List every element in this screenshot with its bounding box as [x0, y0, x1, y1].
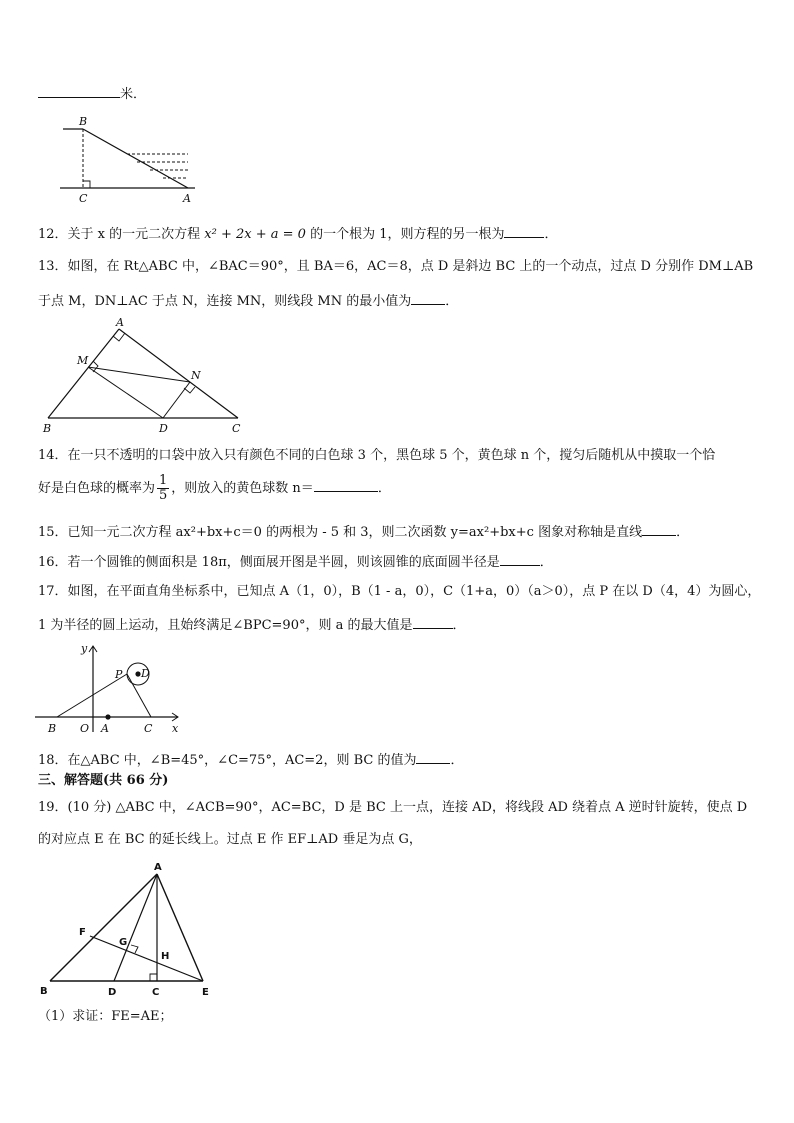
label-y: y	[81, 642, 88, 655]
q11-line	[38, 83, 146, 104]
label-e: E	[202, 987, 209, 998]
figure-q19	[35, 858, 225, 1000]
label-x: x	[172, 722, 179, 735]
label-a: A	[154, 862, 162, 873]
question-16: 16．若一个圆锥的侧面积是 18π，侧面展开图是半圆，则该圆锥的底面圆半径是 ．	[38, 551, 553, 572]
question-14-line1: 14．在一只不透明的口袋中放入只有颜色不同的白色球 3 个，黑色球 5 个，黄色球 n 个，搅匀后随机从中摸取一个恰	[38, 448, 716, 463]
figure-q11	[55, 112, 205, 207]
q12-equation: x² + 2x + a = 0	[204, 227, 306, 242]
label-c: C	[79, 192, 88, 205]
label-c: C	[232, 422, 241, 435]
label-a: A	[101, 722, 109, 735]
label-b: B	[40, 986, 48, 997]
label-m: M	[77, 354, 89, 367]
label-p: P	[115, 668, 123, 681]
question-18: 18．在△ABC 中，∠B=45°，∠C=75°，AC=2，则 BC 的值为 ．	[38, 749, 463, 770]
question-15: 15．已知一元二次方程 ax²+bx+c＝0 的两根为 - 5 和 3，则二次函数 y=ax²+bx+c 图象对称轴是直线 ．	[38, 521, 689, 542]
figure-q17	[35, 640, 195, 740]
answer-blank	[314, 477, 378, 492]
question-19-line2: 的对应点 E 在 BC 的延长线上。过点 E 作 EF⊥AD 垂足为点 G，	[38, 832, 422, 847]
section-title: 三、解答题(共 66 分)	[38, 773, 169, 788]
answer-blank	[413, 614, 453, 629]
label-o: O	[80, 722, 90, 735]
question-12: 12．关于 x 的一元二次方程 x² + 2x + a = 0 的一个根为 1，则方程的另一根为 ．	[38, 223, 557, 244]
label-h: H	[161, 951, 170, 962]
figure-q13	[40, 316, 250, 436]
question-14-line2: 好是白色球的概率为 $\frac{1}{5}$ ，则放入的黄色球数 n＝ ．	[38, 473, 391, 503]
answer-blank	[416, 749, 450, 764]
question-13-line2: 于点 M，DN⊥AC 于点 N，连接 MN，则线段 MN 的最小值为 ．	[38, 290, 458, 311]
label-b: B	[79, 115, 88, 128]
label-c: C	[152, 987, 160, 998]
label-g: G	[119, 937, 128, 948]
answer-blank	[500, 551, 540, 566]
label-b: B	[48, 722, 57, 735]
label-d: D	[159, 422, 168, 435]
question-17-line1: 17．如图，在平面直角坐标系中，已知点 A（1，0），B（1 - a，0），C（1+a，0）（a＞0），点 P 在以 D（4，4）为圆心，	[38, 584, 761, 599]
label-d: D	[108, 987, 117, 998]
question-19-part1: （1）求证：FE=AE；	[38, 1009, 173, 1024]
question-13-line1: 13．如图，在 Rt△ABC 中，∠BAC＝90°，且 BA＝6，AC＝8，点 D 是斜边 BC 上的一个动点，过点 D 分别作 DM⊥AB	[38, 259, 754, 274]
label-b: B	[43, 422, 52, 435]
answer-blank	[411, 290, 445, 305]
label-n: N	[191, 369, 201, 382]
fraction: $\frac{1}{5}$	[159, 473, 168, 503]
question-19-line1: 19．(10 分) △ABC 中，∠ACB=90°，AC=BC，D 是 BC 上一点，连接 AD，将线段 AD 绕着点 A 逆时针旋转，使点 D	[38, 800, 748, 815]
label-d: D	[141, 667, 150, 680]
label-a: A	[183, 192, 191, 205]
label-c: C	[144, 722, 153, 735]
answer-blank	[642, 521, 676, 536]
q11-unit: 米．	[120, 87, 147, 102]
answer-blank	[504, 223, 544, 238]
question-17-line2: 1 为半径的圆上运动，且始终满足∠BPC=90°，则 a 的最大值是 ．	[38, 614, 466, 635]
label-a: A	[116, 316, 124, 329]
answer-blank	[38, 83, 120, 98]
label-f: F	[79, 927, 86, 938]
